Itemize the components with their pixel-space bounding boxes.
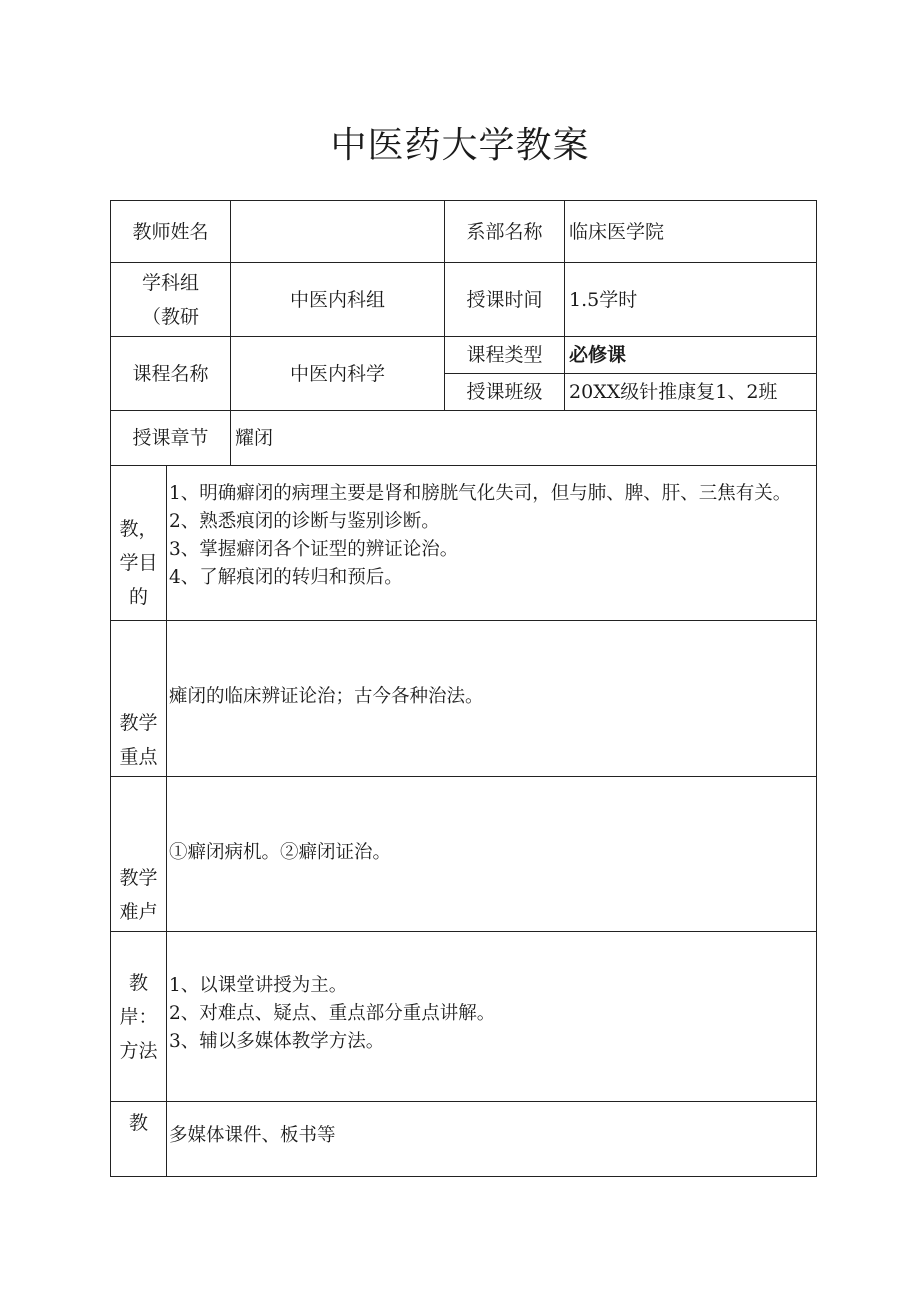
method-label xyxy=(111,932,167,1102)
focus-content: 瘫闭的临床辨证论治；古今各种治法。 xyxy=(167,621,817,777)
difficulty-content: ①癖闭病机。②癖闭证治。 xyxy=(167,777,817,932)
method-line-2: 2、对难点、疑点、重点部分重点讲解。 xyxy=(169,1003,496,1024)
course-value: 中医内科学 xyxy=(231,337,445,411)
difficulty-label-line-1: 教学 xyxy=(119,867,158,889)
group-label-line-2: （教研 xyxy=(142,305,200,328)
focus-label-line-2: 重点 xyxy=(119,746,158,768)
row-chapter xyxy=(111,411,817,466)
method-label-line-1: 教 xyxy=(128,971,148,994)
goals-label-line-2: 学目 xyxy=(119,552,158,574)
goal-line-1: 1、明确癖闭的病理主要是肾和膀胱气化失司，但与肺、脾、肝、三焦有关。 xyxy=(169,483,792,504)
method-label-line-2: 岸： xyxy=(119,1005,158,1028)
group-value: 中医内科组 xyxy=(231,263,445,337)
difficulty-label xyxy=(111,777,167,932)
row-resources xyxy=(111,1102,817,1177)
lesson-plan-table xyxy=(110,200,817,1177)
row-goals xyxy=(111,466,817,621)
method-content xyxy=(167,932,817,1102)
row-course-a xyxy=(111,337,817,374)
method-line-1: 1、以课堂讲授为主。 xyxy=(169,975,348,996)
method-label-line-3: 方法 xyxy=(119,1039,158,1062)
dept-value: 临床医学院 xyxy=(565,201,817,263)
class-value: 20XX级针推康复1、2班 xyxy=(565,374,817,411)
goals-label-line-3: 的 xyxy=(128,586,148,608)
resources-label: 教 xyxy=(111,1102,167,1177)
hours-value: 1.5学时 xyxy=(565,263,817,337)
method-line-3: 3、辅以多媒体教学方法。 xyxy=(169,1031,385,1052)
teacher-label: 教师姓名 xyxy=(111,201,231,263)
goal-line-4: 4、了解痕闭的转归和预后。 xyxy=(169,567,403,588)
row-difficulty xyxy=(111,777,817,932)
hours-label: 授课时间 xyxy=(445,263,565,337)
class-label: 授课班级 xyxy=(445,374,565,411)
row-group xyxy=(111,263,817,337)
group-label-line-1: 学科组 xyxy=(142,271,200,294)
chapter-label: 授课章节 xyxy=(111,411,231,466)
group-label xyxy=(111,263,231,337)
dept-label: 系部名称 xyxy=(445,201,565,263)
row-teacher xyxy=(111,201,817,263)
goal-line-3: 3、掌握癖闭各个证型的辨证论治。 xyxy=(169,539,459,560)
chapter-value: 耀闭 xyxy=(231,411,817,466)
type-label: 课程类型 xyxy=(445,337,565,374)
page-title: 中医药大学教案 xyxy=(330,125,590,166)
type-value: 必修课 xyxy=(565,337,817,374)
teacher-value xyxy=(231,201,445,263)
resources-content: 多媒体课件、板书等 xyxy=(167,1102,817,1177)
goals-label xyxy=(111,466,167,621)
difficulty-label-line-2: 难卢 xyxy=(119,901,158,923)
focus-label-line-1: 教学 xyxy=(119,712,158,734)
course-label: 课程名称 xyxy=(111,337,231,411)
focus-label xyxy=(111,621,167,777)
row-focus xyxy=(111,621,817,777)
goals-label-line-1: 教， xyxy=(119,518,158,540)
goal-line-2: 2、熟悉痕闭的诊断与鉴别诊断。 xyxy=(169,511,440,532)
goals-content xyxy=(167,466,817,621)
row-method xyxy=(111,932,817,1102)
